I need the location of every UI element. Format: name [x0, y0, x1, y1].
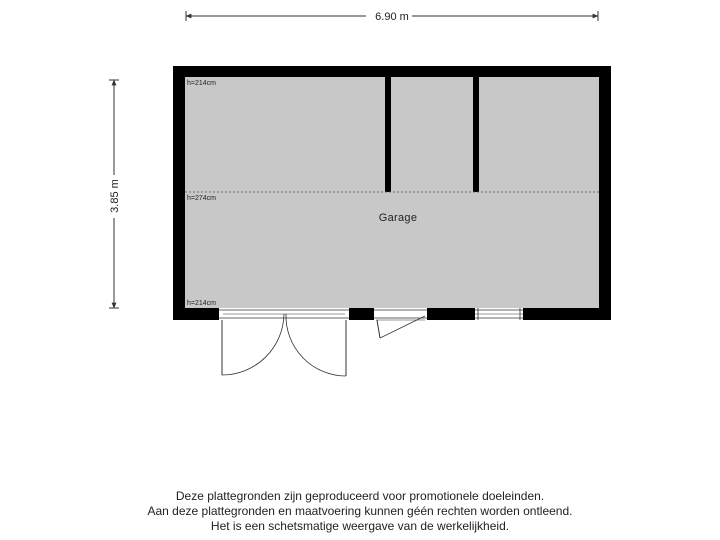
- depth-dimension: [109, 80, 121, 308]
- partition-wall-left: [385, 77, 391, 192]
- single-door: [374, 308, 427, 338]
- width-label: 6.90 m: [375, 11, 409, 23]
- depth-label: 3.85 m: [109, 179, 121, 213]
- height-label-top: h=214cm: [187, 80, 216, 87]
- double-door: [219, 308, 349, 376]
- height-label-bottom: h=214cm: [187, 300, 216, 307]
- height-label-middle: h=274cm: [187, 195, 216, 202]
- disclaimer-line-1: Deze plattegronden zijn geproduceerd voor promotionele doeleinden.: [175, 489, 545, 503]
- disclaimer: [0, 489, 720, 534]
- window: [475, 308, 523, 320]
- disclaimer-line-2: Aan deze plattegronden en maatvoering kunnen géén rechten worden ontleend.: [147, 504, 573, 518]
- disclaimer-line-3: Het is een schetsmatige weergave van de werkelijkheid.: [210, 519, 510, 533]
- garage-floor: [185, 77, 599, 308]
- width-dimension: [186, 11, 598, 23]
- room-label-garage: Garage: [378, 212, 418, 224]
- partition-wall-right: [473, 77, 479, 192]
